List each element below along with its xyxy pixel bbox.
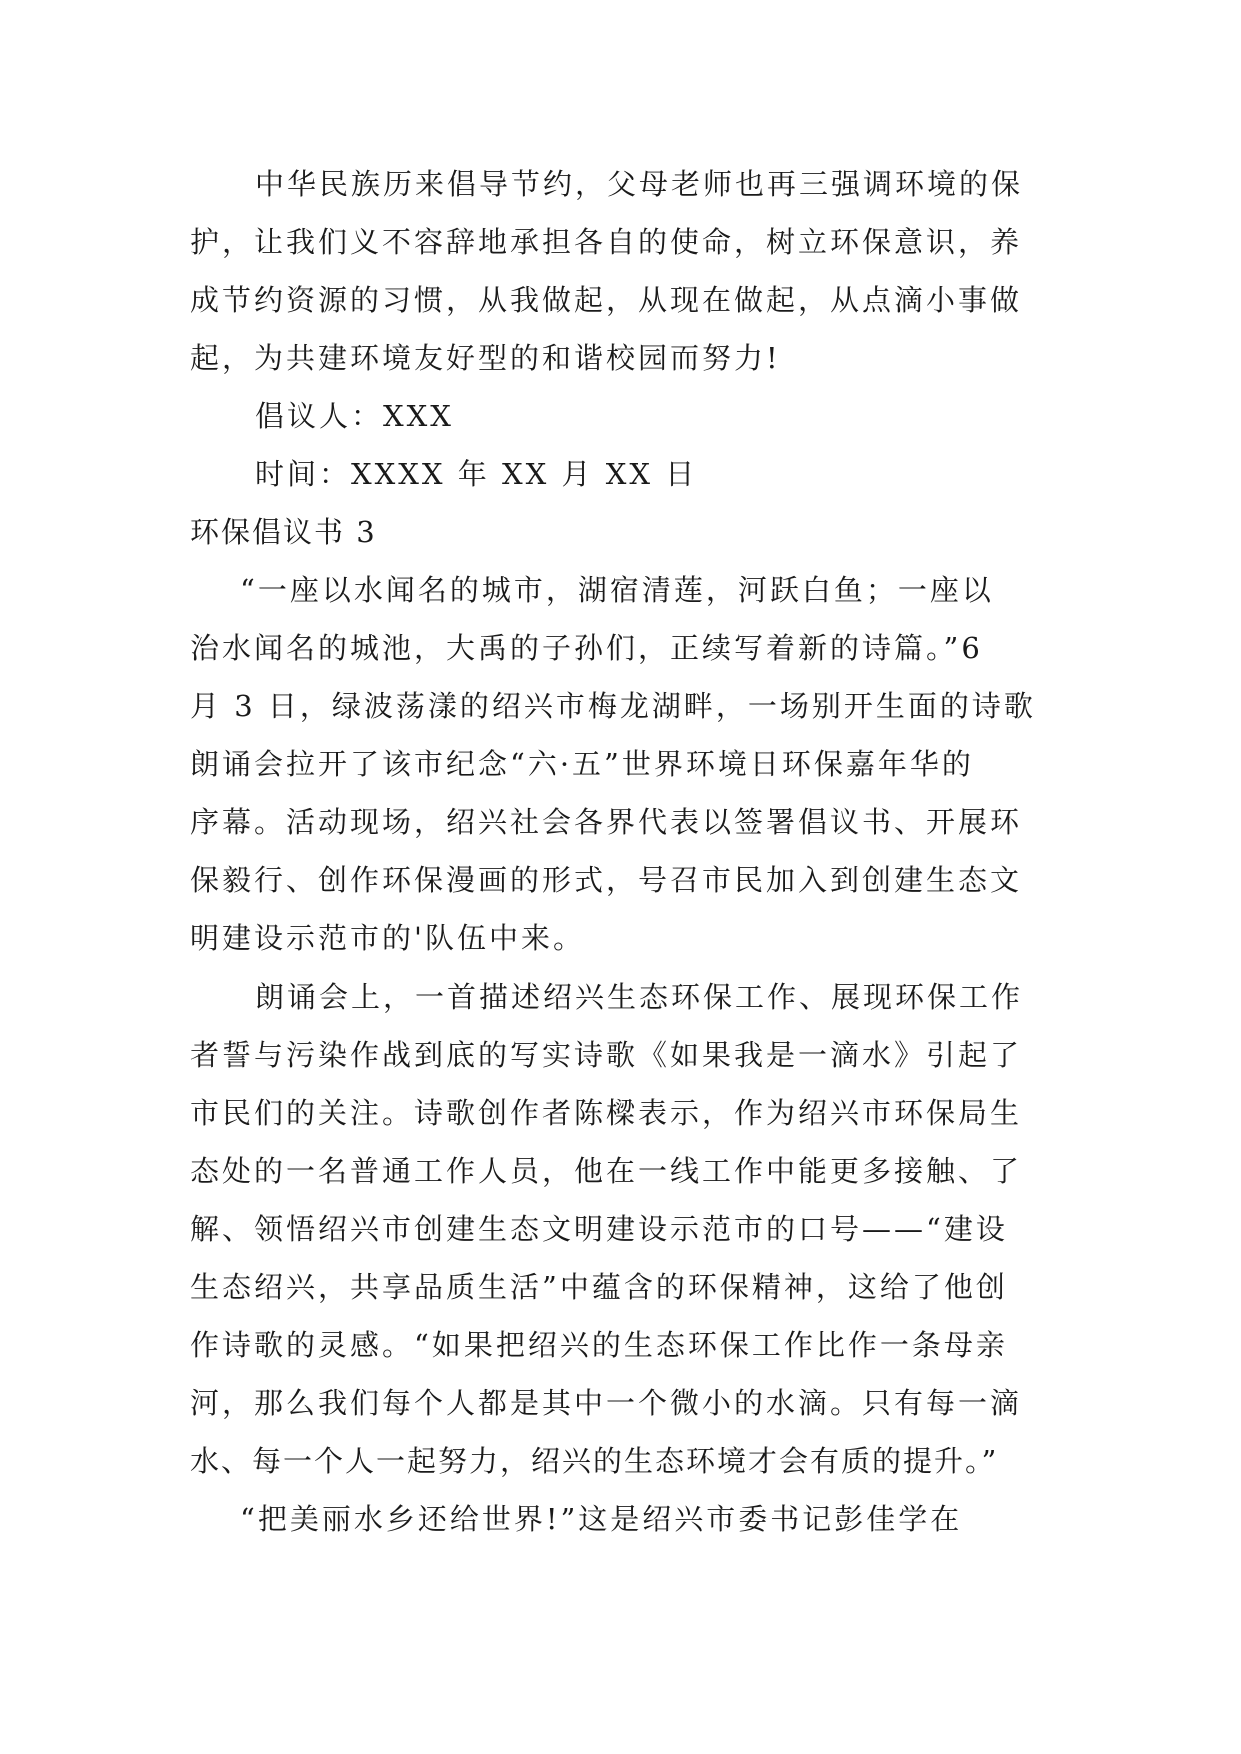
- paragraph-3-line-6: 生态绍兴，共享品质生活”中蕴含的环保精神，这给了他创: [190, 1270, 1008, 1304]
- date-line: 时间：XXXX 年 XX 月 XX 日: [255, 457, 698, 491]
- paragraph-1-line-1: 中华民族历来倡导节约，父母老师也再三强调环境的保: [255, 167, 1024, 201]
- paragraph-3-line-9: 水、每一个人一起努力，绍兴的生态环境才会有质的提升。”: [190, 1444, 999, 1478]
- paragraph-3-line-2: 者誓与污染作战到底的写实诗歌《如果我是一滴水》引起了: [190, 1038, 1023, 1072]
- paragraph-1-line-2: 护，让我们义不容辞地承担各自的使命，树立环保意识，养: [190, 225, 1023, 259]
- paragraph-3-line-8: 河，那么我们每个人都是其中一个微小的水滴。只有每一滴: [190, 1386, 1023, 1420]
- paragraph-2-line-4: 朗诵会拉开了该市纪念“六·五”世界环境日环保嘉年华的: [190, 747, 974, 781]
- paragraph-2-line-6: 保毅行、创作环保漫画的形式，号召市民加入到创建生态文: [190, 863, 1023, 897]
- paragraph-1-line-4: 起，为共建环境友好型的和谐校园而努力!: [190, 341, 781, 375]
- paragraph-4-line-1: “把美丽水乡还给世界!”这是绍兴市委书记彭佳学在: [240, 1502, 963, 1536]
- paragraph-2-line-5: 序幕。活动现场，绍兴社会各界代表以签署倡议书、开展环: [190, 805, 1023, 839]
- initiator-line: 倡议人：XXX: [255, 399, 454, 433]
- paragraph-3-line-3: 市民们的关注。诗歌创作者陈樑表示，作为绍兴市环保局生: [190, 1096, 1023, 1130]
- paragraph-2-line-1: “一座以水闻名的城市，湖宿清莲，河跃白鱼；一座以: [240, 573, 994, 607]
- section-title: 环保倡议书 3: [190, 515, 377, 549]
- paragraph-2-line-3: 月 3 日，绿波荡漾的绍兴市梅龙湖畔，一场别开生面的诗歌: [190, 689, 1036, 723]
- paragraph-2-line-2: 治水闻名的城池，大禹的子孙们，正续写着新的诗篇。”6: [190, 631, 983, 665]
- paragraph-3-line-1: 朗诵会上，一首描述绍兴生态环保工作、展现环保工作: [255, 980, 1024, 1014]
- paragraph-1-line-3: 成节约资源的习惯，从我做起，从现在做起，从点滴小事做: [190, 283, 1023, 317]
- paragraph-3-line-7: 作诗歌的灵感。“如果把绍兴的生态环保工作比作一条母亲: [190, 1328, 1008, 1362]
- paragraph-2-line-7: 明建设示范市的'队伍中来。: [190, 921, 585, 955]
- paragraph-3-line-4: 态处的一名普通工作人员，他在一线工作中能更多接触、了: [190, 1154, 1023, 1188]
- paragraph-3-line-5: 解、领悟绍兴市创建生态文明建设示范市的口号——“建设: [190, 1212, 1008, 1246]
